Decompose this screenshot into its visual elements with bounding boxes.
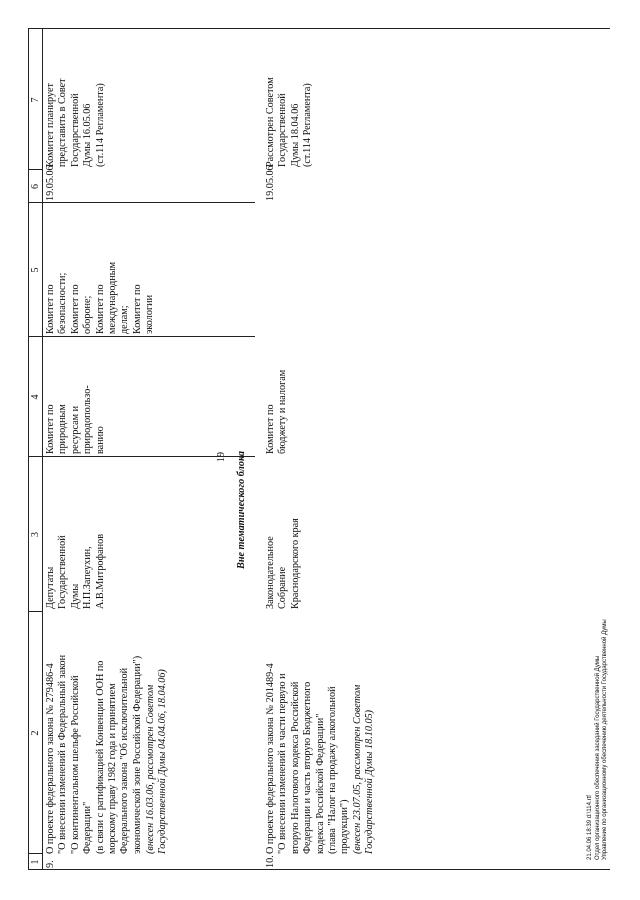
status-line: Комитет планирует [45, 83, 56, 167]
author-line: Думы [69, 583, 81, 609]
bill-title-line: "О континентальном шельфе Российской [69, 675, 81, 854]
header-col-6: 6 [30, 184, 41, 189]
row-10-number: 10. [265, 855, 276, 868]
status-line: Государственной [277, 93, 289, 167]
status-line: (ст.114 Регламента) [302, 83, 314, 167]
status-line: представить в Совет [57, 78, 69, 167]
header-col-2: 2 [30, 730, 41, 736]
row-9-date: 19.05.06 [45, 165, 56, 201]
bill-title-line: О проекте федерального закона № 279486-4 [45, 663, 56, 854]
bill-title-line: О проекте федерального закона № 201489-4 [265, 663, 276, 854]
status-line: Государственной [69, 93, 81, 167]
row-10-lead-committee [265, 370, 290, 454]
co-committee-line: Комитет по [131, 284, 143, 334]
header-col-1: 1 [30, 859, 41, 865]
author-line: Государственной [57, 535, 69, 609]
header-col-7: 7 [30, 97, 41, 103]
header-divider [42, 29, 43, 870]
bill-title-line: (в связи с ратификацией Конвенции ООН по [94, 660, 106, 854]
lead-committee-line: ресурсам и [69, 405, 81, 454]
row-10-bill-note [352, 685, 377, 854]
section-title: Вне тематического блока [236, 451, 247, 569]
row-9-number: 9. [45, 860, 56, 868]
author-line: Депутаты [45, 566, 56, 609]
bill-note-line: Государственной Думы 18.10.05) [364, 709, 376, 854]
footer-line: 21.04.06 18:39 d:\114.rtf [587, 795, 593, 860]
bill-title-line: Федерации и часть вторую Бюджетного [302, 681, 314, 854]
bill-title-line: экономической зоне Российской Федерации") [131, 655, 143, 854]
col-divider [28, 456, 255, 457]
lead-committee-line: бюджету и налогам [277, 369, 289, 454]
page-number: 19 [216, 452, 227, 462]
bill-title-line: вторую Налогового кодекса Российской [289, 681, 301, 854]
lead-committee-line: Комитет по [45, 404, 56, 454]
author-line: А.В.Митрофанов [94, 534, 106, 609]
bill-title-line: продукции") [339, 799, 351, 854]
co-committee-line: безопасности; [57, 272, 69, 334]
row-9-status [45, 78, 107, 167]
row-9-bill-note [145, 669, 170, 854]
bill-title-line: (глава "Налог на продажу алкогольной [327, 686, 339, 854]
row-10-date: 19.05.06 [265, 165, 276, 201]
row-10-status [265, 77, 315, 167]
bill-title-line: кодекса Российской Федерации" [314, 713, 326, 854]
lead-committee-line: природным [57, 404, 69, 454]
footer-line: Отдел организационного обеспечения заседаний Государственной Думы [594, 655, 601, 860]
bill-title-line: Федерации" [82, 801, 94, 854]
status-line: (ст.114 Регламента) [94, 83, 106, 167]
co-committee-line: обороне; [82, 295, 94, 334]
header-col-3: 3 [30, 532, 41, 537]
lead-committee-line: ванию [94, 426, 106, 454]
bill-title-line: Федерального закона "Об исключительной [119, 667, 131, 854]
bill-title-line: морскому праву 1982 года и принятием [107, 683, 119, 854]
author-line: Н.П.Запеухин, [82, 546, 94, 609]
status-line: Думы 16.05.06 [82, 103, 94, 167]
co-committee-line: Комитет по [69, 284, 81, 334]
header-col-5: 5 [30, 267, 41, 273]
status-line: Думы 18.04.06 [289, 103, 301, 167]
row-9-author [45, 534, 107, 609]
col-divider [28, 336, 255, 337]
co-committee-line: Комитет по [94, 284, 106, 334]
co-committee-line: международным [107, 261, 119, 334]
bill-title-line: "О внесении изменений в части первую и [277, 673, 289, 854]
status-line: Рассмотрен Советом [265, 77, 276, 167]
row-10-author [265, 518, 302, 609]
lead-committee-line: Комитет по [265, 404, 276, 454]
bill-title-line: "О внесении изменений в Федеральный закон [57, 654, 69, 854]
lead-committee-line: природопользо- [82, 385, 94, 454]
author-line: Собрание [277, 566, 289, 609]
author-line: Краснодарского края [289, 518, 301, 609]
bill-note-line: (внесен 23.07.05, рассмотрен Советом [352, 684, 363, 854]
co-committee-line: Комитет по [45, 284, 56, 334]
bill-note-line: (внесен 16.03.06, рассмотрен Советом [145, 684, 156, 854]
footer-line: Управление по организационному обеспечению деятельности Государственной Думы [602, 619, 608, 860]
bill-note-line: Государственной Думы 04.04.06, 18.04.06) [157, 669, 169, 854]
co-committee-line: экологии [144, 294, 156, 334]
row-10-bill-title [265, 663, 352, 854]
author-line: Законодательное [265, 536, 276, 609]
footer-file-info [587, 619, 610, 860]
header-col-4: 4 [30, 394, 41, 400]
row-9-co-committees [45, 262, 157, 334]
col-divider [28, 202, 255, 203]
row-9-bill-title [45, 655, 144, 854]
co-committee-line: делам; [119, 305, 131, 334]
row-9-lead-committee [45, 385, 107, 454]
